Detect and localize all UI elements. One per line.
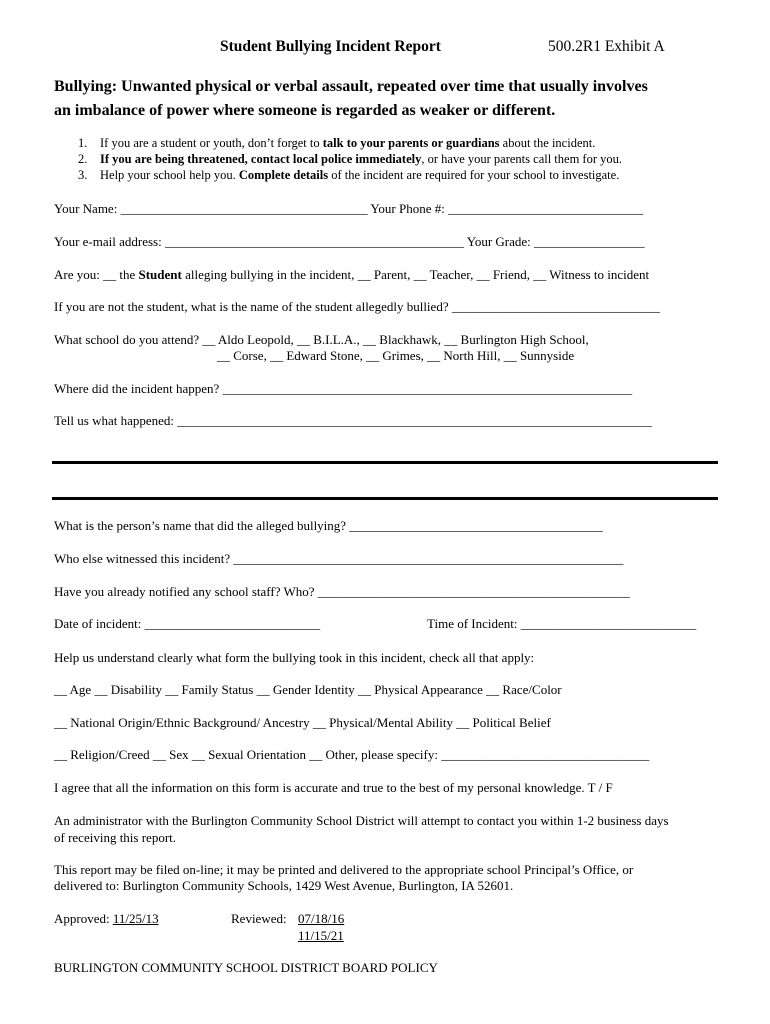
incident-date-field[interactable]: Date of incident: ___________________________ [54, 616, 321, 631]
admin-contact-note-1: An administrator with the Burlington Community School District will attempt to contact you within 1-2 business days [54, 813, 669, 828]
instruction-emphasis: If you are being threatened, contact local police immediately [100, 152, 422, 166]
bullying-forms-row-2[interactable]: __ National Origin/Ethnic Background/ Ancestry __ Physical/Mental Ability __ Political Belief [54, 715, 551, 730]
are-you-prefix: Are you: __ the [54, 267, 139, 282]
bullying-forms-row-3[interactable]: __ Religion/Creed __ Sex __ Sexual Orientation __ Other, please specify: ________________________________ [54, 747, 650, 762]
accuracy-agreement[interactable]: I agree that all the information on this form is accurate and true to the best of my personal knowledge. T / F [54, 780, 613, 795]
bullied-student-name-field[interactable]: If you are not the student, what is the name of the student allegedly bullied? ________________________________ [54, 299, 660, 314]
approved-label: Approved: [54, 911, 113, 926]
email-grade-field[interactable]: Your e-mail address: ______________________________________________ Your Grade: _________________ [54, 234, 645, 249]
instruction-1 [78, 136, 595, 151]
witness-field[interactable]: Who else witnessed this incident? ____________________________________________________________ [54, 551, 624, 566]
exhibit-label: 500.2R1 Exhibit A [548, 38, 665, 55]
bully-name-field[interactable]: What is the person’s name that did the alleged bullying? _______________________________________ [54, 518, 603, 533]
instruction-number: 3. [78, 168, 88, 182]
instruction-emphasis: Complete details [238, 168, 329, 182]
approved-date [54, 911, 159, 927]
instruction-emphasis: talk to your parents or guardians [322, 136, 500, 150]
filing-note-1: This report may be filed on-line; it may be printed and delivered to the appropriate school Principal’s Office, or [54, 862, 634, 877]
instruction-text: If you are a student or youth, don’t forget to [100, 136, 323, 150]
are-you-options: alleging bullying in the incident, __ Parent, __ Teacher, __ Friend, __ Witness to incident [181, 267, 650, 282]
bullying-form-prompt: Help us understand clearly what form the bullying took in this incident, check all that apply: [54, 650, 535, 665]
instruction-text: , or have your parents call them for you. [421, 152, 623, 166]
instruction-text: of the incident are required for your school to investigate. [328, 168, 620, 182]
instruction-number: 1. [78, 136, 88, 150]
instruction-2 [78, 152, 622, 167]
school-options-line-2[interactable]: __ Corse, __ Edward Stone, __ Grimes, __ North Hill, __ Sunnyside [217, 348, 575, 363]
approved-value: 11/25/13 [112, 911, 159, 926]
instruction-3 [78, 168, 619, 183]
staff-notified-field[interactable]: Have you already notified any school staff? Who? ________________________________________________ [54, 584, 630, 599]
reviewed-old-date: 07/18/16 [298, 911, 345, 926]
writing-line-1[interactable] [52, 461, 718, 464]
school-options-line-1[interactable]: What school do you attend? __ Aldo Leopold, __ B.I.L.A., __ Blackhawk, __ Burlington High School, [54, 332, 589, 347]
definition-line-2: an imbalance of power where someone is regarded as weaker or different. [54, 102, 556, 119]
board-policy-footer: BURLINGTON COMMUNITY SCHOOL DISTRICT BOARD POLICY [54, 960, 438, 975]
incident-time-field[interactable]: Time of Incident: ___________________________ [427, 616, 697, 631]
are-you-student: Student [138, 267, 182, 282]
writing-line-2[interactable] [52, 497, 718, 500]
name-phone-field[interactable]: Your Name: ______________________________________ Your Phone #: ______________________________ [54, 201, 644, 216]
are-you-checkboxes[interactable] [54, 267, 649, 283]
bullying-forms-row-1[interactable]: __ Age __ Disability __ Family Status __ Gender Identity __ Physical Appearance __ Race/Color [54, 682, 562, 697]
incident-location-field[interactable]: Where did the incident happen? _______________________________________________________________ [54, 381, 633, 396]
what-happened-field[interactable]: Tell us what happened: _________________________________________________________________________ [54, 413, 652, 428]
admin-contact-note-2: of receiving this report. [54, 830, 177, 845]
filing-note-2: delivered to: Burlington Community Schools, 1429 West Avenue, Burlington, IA 52601. [54, 878, 514, 893]
reviewed-label: Reviewed: [231, 911, 287, 926]
reviewed-new-date: 11/15/21 [298, 928, 344, 943]
instruction-text: Help your school help you. [100, 168, 239, 182]
instruction-number: 2. [78, 152, 88, 166]
instruction-text: about the incident. [499, 136, 596, 150]
definition-line-1: Bullying: Unwanted physical or verbal assault, repeated over time that usually involves [54, 78, 648, 95]
form-title: Student Bullying Incident Report [220, 38, 441, 55]
